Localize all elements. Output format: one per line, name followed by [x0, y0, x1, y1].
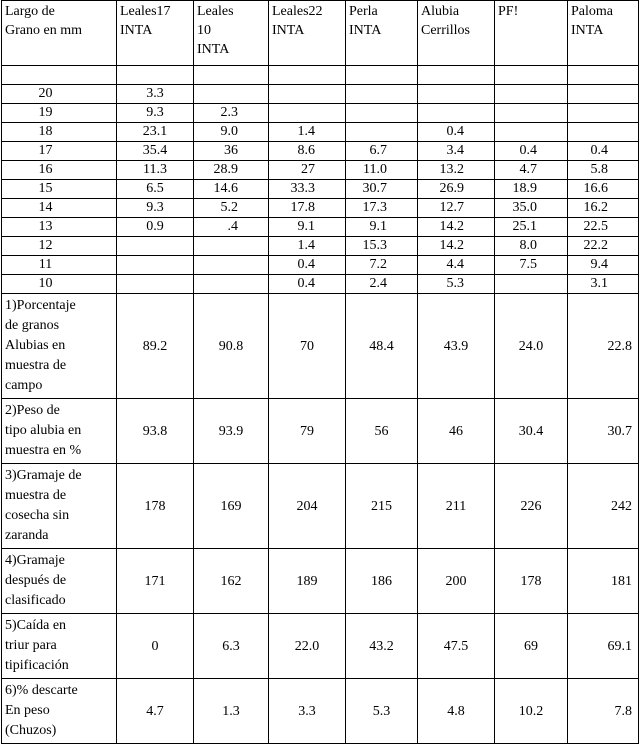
table-cell — [117, 237, 194, 256]
metric-label: 3)Gramaje de muestra de cosecha sin zaranda — [2, 464, 117, 549]
table-cell: 47.5 — [418, 614, 495, 679]
table-cell — [495, 275, 568, 294]
table-cell: 12.7 — [418, 199, 495, 218]
table-cell: 0.4 — [568, 142, 639, 161]
table-cell: 28.9 — [194, 161, 269, 180]
table-cell — [194, 256, 269, 275]
table-cell: 181 — [568, 549, 639, 614]
table-cell: 186 — [346, 549, 418, 614]
grain-table — [1, 0, 639, 744]
table-cell: 7.8 — [568, 679, 639, 744]
size-row — [2, 218, 639, 237]
table-cell — [568, 123, 639, 142]
size-row — [2, 237, 639, 256]
table-cell: 35.0 — [495, 199, 568, 218]
table-cell: 35.4 — [117, 142, 194, 161]
table-cell: 69.1 — [568, 614, 639, 679]
table-cell: 1.3 — [194, 679, 269, 744]
size-label: 14 — [2, 199, 117, 218]
table-cell: 226 — [495, 464, 568, 549]
table-cell: 43.2 — [346, 614, 418, 679]
metric-label: 6)% descarte En peso (Chuzos) — [2, 679, 117, 744]
table-cell: 4.7 — [117, 679, 194, 744]
table-cell: 17.8 — [269, 199, 346, 218]
table-cell: 46 — [418, 399, 495, 464]
table-cell — [269, 85, 346, 104]
table-cell: 9.3 — [117, 104, 194, 123]
table-cell: 5.2 — [194, 199, 269, 218]
table-cell — [418, 104, 495, 123]
size-row — [2, 104, 639, 123]
table-cell — [495, 104, 568, 123]
table-cell: 0.4 — [269, 256, 346, 275]
table-cell: 3.1 — [568, 275, 639, 294]
table-cell: 11.0 — [346, 161, 418, 180]
table-cell: 30.7 — [568, 399, 639, 464]
table-cell: 22.0 — [269, 614, 346, 679]
table-cell: 22.2 — [568, 237, 639, 256]
size-label: 20 — [2, 85, 117, 104]
header-pf: PF! — [495, 1, 568, 66]
metric-label: 5)Caída en triur para tipificación — [2, 614, 117, 679]
table-cell: 162 — [194, 549, 269, 614]
table-cell — [568, 104, 639, 123]
table-cell: 8.0 — [495, 237, 568, 256]
table-cell: 0.4 — [269, 275, 346, 294]
table-cell — [568, 85, 639, 104]
table-cell: .4 — [194, 218, 269, 237]
table-cell: 3.4 — [418, 142, 495, 161]
table-cell — [495, 123, 568, 142]
table-cell: 30.4 — [495, 399, 568, 464]
size-distribution-body — [2, 66, 639, 294]
table-cell — [418, 85, 495, 104]
size-row — [2, 142, 639, 161]
table-cell: 23.1 — [117, 123, 194, 142]
table-cell: 48.4 — [346, 294, 418, 399]
table-cell: 56 — [346, 399, 418, 464]
table-cell: 2.3 — [194, 104, 269, 123]
table-cell: 178 — [117, 464, 194, 549]
table-cell — [194, 237, 269, 256]
header-paloma: Paloma INTA — [568, 1, 639, 66]
table-cell: 1.4 — [269, 237, 346, 256]
table-cell: 3.3 — [269, 679, 346, 744]
table-cell — [269, 104, 346, 123]
header-leales22: Leales22 INTA — [269, 1, 346, 66]
table-cell: 4.4 — [418, 256, 495, 275]
table-cell: 242 — [568, 464, 639, 549]
table-cell: 14.6 — [194, 180, 269, 199]
table-cell: 90.8 — [194, 294, 269, 399]
size-row — [2, 180, 639, 199]
table-cell: 93.8 — [117, 399, 194, 464]
header-leales17: Leales17 INTA — [117, 1, 194, 66]
table-cell: 5.3 — [346, 679, 418, 744]
table-cell — [117, 256, 194, 275]
table-cell: 189 — [269, 549, 346, 614]
size-label: 13 — [2, 218, 117, 237]
size-label: 19 — [2, 104, 117, 123]
table-cell: 11.3 — [117, 161, 194, 180]
metric-row — [2, 549, 639, 614]
table-cell: 17.3 — [346, 199, 418, 218]
header-perla: Perla INTA — [346, 1, 418, 66]
metric-label: 4)Gramaje después de clasificado — [2, 549, 117, 614]
size-label: 11 — [2, 256, 117, 275]
metric-row — [2, 679, 639, 744]
table-cell: 9.1 — [269, 218, 346, 237]
metric-label: 1)Porcentaje de granos Alubias en muestra de campo — [2, 294, 117, 399]
table-cell: 4.8 — [418, 679, 495, 744]
table-cell: 1.4 — [269, 123, 346, 142]
table-cell: 215 — [346, 464, 418, 549]
size-row — [2, 275, 639, 294]
table-cell: 43.9 — [418, 294, 495, 399]
table-cell — [346, 123, 418, 142]
table-cell: 9.4 — [568, 256, 639, 275]
header-grain-length: Largo de Grano en mm — [2, 1, 117, 66]
table-cell: 6.5 — [117, 180, 194, 199]
table-cell: 9.1 — [346, 218, 418, 237]
table-cell: 79 — [269, 399, 346, 464]
table-cell: 16.6 — [568, 180, 639, 199]
header-row — [2, 1, 639, 66]
table-cell: 0 — [117, 614, 194, 679]
table-cell: 15.3 — [346, 237, 418, 256]
table-cell: 0.9 — [117, 218, 194, 237]
header-leales10: Leales 10 INTA — [194, 1, 269, 66]
table-cell: 204 — [269, 464, 346, 549]
table-cell — [117, 275, 194, 294]
metric-row — [2, 399, 639, 464]
table-cell: 6.3 — [194, 614, 269, 679]
table-cell: 26.9 — [418, 180, 495, 199]
size-label: 16 — [2, 161, 117, 180]
table-cell: 200 — [418, 549, 495, 614]
table-cell: 16.2 — [568, 199, 639, 218]
table-cell: 18.9 — [495, 180, 568, 199]
size-label: 10 — [2, 275, 117, 294]
table-cell: 5.8 — [568, 161, 639, 180]
size-label: 17 — [2, 142, 117, 161]
table-cell: 6.7 — [346, 142, 418, 161]
table-cell: 70 — [269, 294, 346, 399]
table-cell: 169 — [194, 464, 269, 549]
size-row — [2, 256, 639, 275]
table-cell: 10.2 — [495, 679, 568, 744]
metric-row — [2, 614, 639, 679]
table-cell: 14.2 — [418, 237, 495, 256]
table-cell: 69 — [495, 614, 568, 679]
table-cell: 27 — [269, 161, 346, 180]
table-cell: 0.4 — [418, 123, 495, 142]
table-cell: 178 — [495, 549, 568, 614]
table-cell: 211 — [418, 464, 495, 549]
table-cell: 22.5 — [568, 218, 639, 237]
size-row — [2, 199, 639, 218]
table-cell: 7.5 — [495, 256, 568, 275]
size-row — [2, 85, 639, 104]
size-label: 15 — [2, 180, 117, 199]
size-label: 18 — [2, 123, 117, 142]
metrics-body — [2, 294, 639, 744]
table-cell: 9.3 — [117, 199, 194, 218]
table-cell: 36 — [194, 142, 269, 161]
metric-row — [2, 294, 639, 399]
table-cell: 2.4 — [346, 275, 418, 294]
table-cell: 8.6 — [269, 142, 346, 161]
table-cell: 7.2 — [346, 256, 418, 275]
metric-label: 2)Peso de tipo alubia en muestra en % — [2, 399, 117, 464]
size-row — [2, 123, 639, 142]
table-cell: 4.7 — [495, 161, 568, 180]
table-cell — [346, 104, 418, 123]
table-cell: 5.3 — [418, 275, 495, 294]
table-cell: 13.2 — [418, 161, 495, 180]
table-cell: 93.9 — [194, 399, 269, 464]
table-cell: 24.0 — [495, 294, 568, 399]
table-cell — [194, 275, 269, 294]
table-cell: 14.2 — [418, 218, 495, 237]
table-cell: 89.2 — [117, 294, 194, 399]
size-label: 12 — [2, 237, 117, 256]
table-cell: 0.4 — [495, 142, 568, 161]
table-cell: 22.8 — [568, 294, 639, 399]
table-cell — [495, 85, 568, 104]
table-cell: 25.1 — [495, 218, 568, 237]
table-cell: 171 — [117, 549, 194, 614]
header-alubia-cerrillos: Alubia Cerrillos — [418, 1, 495, 66]
table-cell: 3.3 — [117, 85, 194, 104]
metric-row — [2, 464, 639, 549]
table-cell: 30.7 — [346, 180, 418, 199]
table-cell — [346, 85, 418, 104]
table-cell: 9.0 — [194, 123, 269, 142]
size-row — [2, 161, 639, 180]
table-cell — [194, 85, 269, 104]
table-cell: 33.3 — [269, 180, 346, 199]
